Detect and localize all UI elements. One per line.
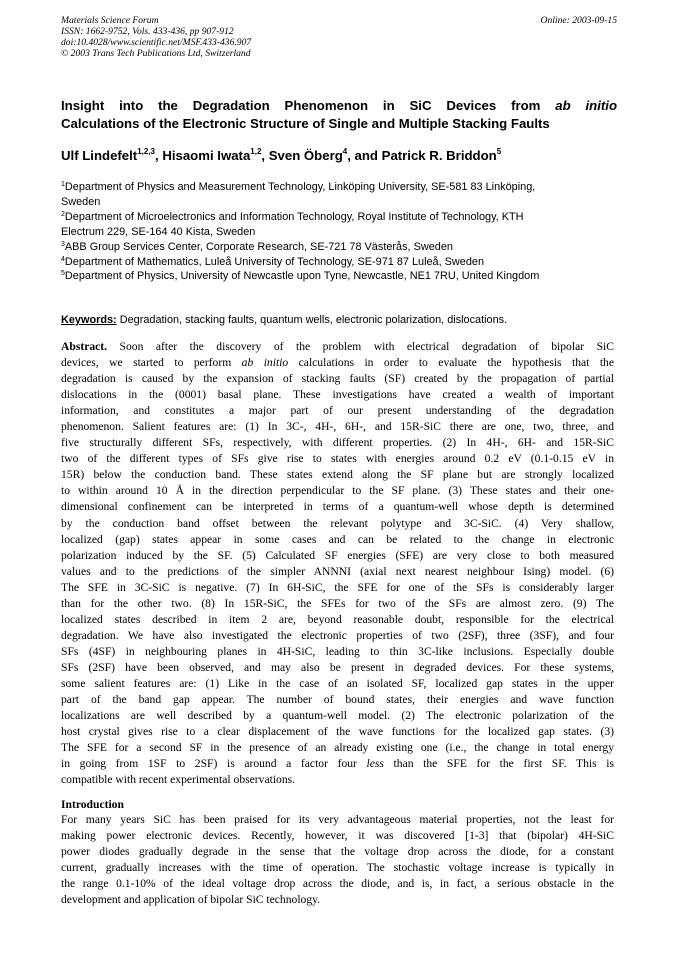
paper-title [61, 97, 617, 133]
abstract-text: five structurally different SFs, respectively, with different properties. (2) In 4H-, 6H- and 15R-SiC [61, 436, 614, 450]
abstract-italic-text: ab initio [241, 356, 289, 370]
author-name: Sven Öberg [268, 148, 343, 163]
journal-header [61, 15, 617, 59]
author-affiliation-mark: 1,2,3 [137, 147, 155, 156]
title-line-1 [61, 97, 617, 115]
abstract-text: Soon after the discovery of the problem with electrical degradation of bipolar SiC [107, 340, 614, 353]
abstract-text: The SFE for a second SF in the presence of an already existing one (i.e., the change in total energy [61, 741, 614, 755]
abstract-text: 15R) below the conduction band. These states extend along the SF plane but are strongly localized [61, 468, 614, 482]
abstract-line [61, 499, 614, 515]
introduction-line: power diodes gradually degrade in the sense that the voltage drop across the diode, for a constant [61, 845, 614, 859]
author-name: Ulf Lindefelt [61, 148, 138, 163]
abstract-line [61, 580, 614, 596]
affiliation-line [61, 195, 621, 210]
abstract-line [61, 564, 614, 580]
abstract-text: dimensional confinement can be interpreted in terms of a quantum-well whose depth is determined [61, 500, 614, 514]
abstract-text: information, and constitutes a major part of our present understanding of the degradation [61, 404, 614, 418]
affiliation-number: 4 [61, 255, 65, 263]
affiliation-number: 3 [61, 240, 65, 248]
affiliation-line [61, 210, 621, 225]
abstract-line [61, 756, 614, 772]
introduction-line: the range 0.1-10% of the ideal voltage drop across the diode, and is, in fact, a serious obstacle in the [61, 877, 614, 891]
introduction-body [61, 812, 614, 908]
abstract-italic-text: less [366, 757, 384, 771]
abstract-line [61, 676, 614, 692]
affiliation-text: ABB Group Services Center, Corporate Research, SE-721 78 Västerås, Sweden [64, 240, 453, 253]
introduction-line: making power electronic devices. Recently, however, it was discovered [1-3] that (bipolar) 4H-SiC [61, 829, 614, 843]
affiliation-line [61, 255, 621, 270]
abstract-line [61, 660, 614, 676]
abstract-text: devices, we started to perform [61, 356, 242, 370]
abstract-line [61, 355, 614, 371]
abstract-text: part of the band gap appear. The number of bound states, their energies and wave function [61, 693, 614, 707]
abstract [61, 339, 614, 788]
author-separator: , and [347, 148, 382, 163]
affiliation-number: 5 [61, 270, 65, 278]
journal-doi: doi:10.4028/www.scientific.net/MSF.433-436.907 [61, 37, 252, 48]
abstract-line [61, 692, 614, 708]
abstract-line [61, 708, 614, 724]
author-separator: , [261, 148, 269, 163]
abstract-text: compatible with recent experimental observations. [61, 773, 296, 787]
affiliation-text: Sweden [61, 195, 101, 208]
affiliation-line [61, 180, 621, 195]
abstract-text: host crystal gives rise to a clear displacement of the wave functions for the localized gap states. (3) [61, 725, 614, 739]
abstract-line [61, 516, 614, 532]
keywords-text: Degradation, stacking faults, quantum wells, electronic polarization, dislocations. [119, 314, 508, 326]
online-date: Online: 2003-09-15 [540, 15, 617, 26]
abstract-text: degradation. We have also investigated the electronic properties of two (2SF), three (3SF), and four [61, 628, 614, 642]
abstract-text: values and to the predictions of the simpler ANNNI (axial next nearest neighbour Ising) model. (6) [61, 564, 614, 578]
abstract-text: calculations in order to evaluate the hypothesis that the [288, 356, 614, 370]
abstract-line [61, 419, 614, 435]
abstract-line [61, 628, 614, 644]
affiliation-text: Department of Physics, University of Newcastle upon Tyne, Newcastle, NE1 7RU, United Kingdom [64, 270, 540, 283]
abstract-text: localized states described in item 2 are, beyond reasonable doubt, responsible for the electrical [61, 612, 614, 626]
introduction-heading: Introduction [61, 798, 124, 811]
abstract-line [61, 548, 614, 564]
introduction-line: For many years SiC has been praised for its very advantageous material properties, not the least for [61, 813, 614, 826]
affiliation-line [61, 269, 621, 284]
abstract-line [61, 339, 614, 355]
introduction-line: current, gradually increases with the time of operation. The stochastic voltage increase is typically in [61, 861, 614, 875]
abstract-text: degradation is caused by the expansion of stacking faults (SF) created by the propagation of partial [61, 372, 614, 386]
author-separator: , [155, 148, 163, 163]
keywords [61, 313, 621, 327]
author [269, 148, 382, 163]
abstract-line [61, 467, 614, 483]
affiliation-text: Department of Mathematics, Luleå University of Technology, SE-971 87 Luleå, Sweden [64, 255, 485, 268]
journal-copyright: © 2003 Trans Tech Publications Ltd, Switzerland [61, 48, 251, 59]
title-line-1-italic: ab initio [555, 98, 617, 113]
affiliation-text: Department of Physics and Measurement Technology, Linköping University, SE-581 83 Linköping, [64, 181, 536, 193]
affiliation-text: Department of Microelectronics and Information Technology, Royal Institute of Technology, KTH [64, 210, 524, 223]
author-name: Hisaomi Iwata [162, 148, 251, 163]
author-affiliation-mark: 1,2 [250, 147, 262, 156]
abstract-line [61, 724, 614, 740]
abstract-line [61, 644, 614, 660]
abstract-text: than the SFE for the first SF. This is [383, 757, 615, 771]
author [61, 148, 162, 163]
abstract-line [61, 596, 614, 612]
abstract-line [61, 435, 614, 451]
author-list [61, 147, 617, 165]
abstract-text: some salient features are: (1) Like in the case of an isolated SF, localized gap states in the upper [61, 676, 614, 690]
journal-issn: ISSN: 1662-9752, Vols. 433-436, pp 907-912 [61, 26, 234, 37]
abstract-text: in going from 1SF to 2SF) is around a factor four [61, 757, 367, 771]
author [382, 148, 502, 163]
abstract-text: to within around 10 Å in the direction perpendicular to the SF plane. (3) These states and their one- [61, 484, 614, 498]
abstract-text: SFs (2SF) have been observed, and may also be present in degraded devices. For these systems, [61, 660, 614, 674]
abstract-text: SFs (4SF) in neighbouring planes in 4H-SiC, leading to thin 3C-like inclusions. Especially double [61, 644, 614, 658]
affiliation-number: 2 [61, 210, 65, 218]
abstract-text: by the conduction band offset between the relevant polytype and 3C-SiC. (4) Very shallow, [61, 516, 614, 530]
abstract-line [61, 483, 614, 499]
abstract-line [61, 451, 614, 467]
abstract-label: Abstract. [61, 340, 108, 353]
author [162, 148, 268, 163]
abstract-line [61, 387, 614, 403]
affiliation-number: 1 [61, 181, 65, 188]
affiliation-line [61, 240, 621, 255]
affiliation-text: Electrum 229, SE-164 40 Kista, Sweden [61, 225, 256, 238]
abstract-text: The SFE in 3C-SiC is negative. (7) In 6H-SiC, the SFE for one of the SFs is considerably larger [61, 580, 614, 594]
title-line-2: Calculations of the Electronic Structure of Single and Multiple Stacking Faults [61, 116, 550, 131]
abstract-line [61, 403, 614, 419]
abstract-text: localized (gap) states appear in some cases and can be related to the change in electronic [61, 532, 614, 546]
author-affiliation-mark: 4 [342, 147, 348, 156]
abstract-text: two of the different types of SFs give rise to states with energies around 0.2 eV (0.1-0.15 eV in [61, 452, 614, 466]
introduction-line: development and application of bipolar SiC technology. [61, 893, 321, 907]
abstract-text: than for the other two. (8) In 15R-SiC, the SFEs for two of the SFs are almost zero. (9) The [61, 596, 614, 610]
affiliation-list [61, 180, 621, 284]
abstract-text: dislocations in the (0001) basal plane. These investigations have created a wealth of important [61, 388, 614, 402]
affiliation-line [61, 225, 621, 240]
abstract-line [61, 532, 614, 548]
abstract-line [61, 772, 614, 788]
abstract-line [61, 612, 614, 628]
abstract-text: localizations are well described by a quantum-well model. (2) The electronic polarization of the [61, 709, 614, 723]
abstract-text: phenomenon. Salient features are: (1) In 3C-, 4H-, 6H-, and 15R-SiC there are one, two, three, and [61, 420, 614, 434]
abstract-line [61, 740, 614, 756]
title-line-1-text: Insight into the Degradation Phenomenon in SiC Devices from [61, 98, 556, 113]
abstract-text: polarization induced by the SF. (5) Calculated SF energies (SFE) are very close to both measured [61, 548, 614, 562]
journal-name: Materials Science Forum [61, 15, 159, 26]
author-name: Patrick R. Briddon [381, 148, 497, 163]
keywords-label: Keywords: [61, 314, 117, 326]
author-affiliation-mark: 5 [496, 147, 502, 156]
abstract-line [61, 371, 614, 387]
